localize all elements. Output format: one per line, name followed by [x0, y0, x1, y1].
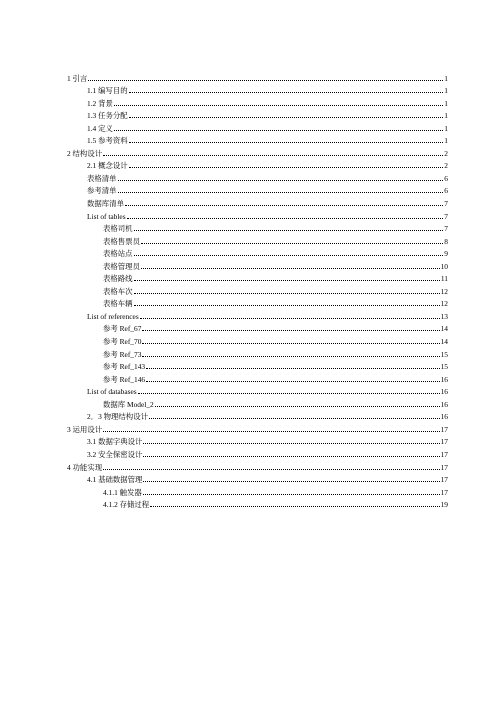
toc-entry-title: 1 引言: [67, 73, 88, 83]
toc-entry[interactable]: [67, 108, 448, 121]
toc-entry[interactable]: [67, 472, 448, 485]
toc-entry[interactable]: [67, 283, 448, 296]
toc-entry-title: 1.1 编写目的: [87, 86, 128, 96]
toc-dot-leader: [143, 443, 439, 444]
toc-dot-leader: [146, 368, 440, 369]
toc-entry[interactable]: [67, 183, 448, 196]
toc-dot-leader: [143, 481, 439, 482]
toc-entry[interactable]: [67, 158, 448, 171]
toc-dot-leader: [129, 92, 444, 93]
toc-entry-title: 参考清单: [87, 186, 117, 196]
toc-entry-title: 表格管理员: [103, 261, 140, 271]
toc-entry-page-number: 7: [444, 211, 448, 221]
toc-dot-leader: [134, 280, 440, 281]
toc-entry-title: 参考 Ref_73: [103, 349, 142, 359]
toc-dot-leader: [149, 418, 440, 419]
toc-entry-page-number: 6: [444, 173, 448, 183]
toc-entry-page-number: 17: [440, 475, 448, 485]
toc-entry[interactable]: [67, 409, 448, 422]
toc-entry[interactable]: [67, 497, 448, 510]
toc-dot-leader: [129, 142, 444, 143]
toc-dot-leader: [143, 494, 440, 495]
toc-entry[interactable]: [67, 233, 448, 246]
toc-entry-title: 参考 Ref_143: [103, 362, 146, 372]
toc-entry-page-number: 15: [440, 362, 448, 372]
table-of-contents: [67, 70, 448, 509]
toc-dot-leader: [118, 192, 444, 193]
toc-entry-title: 1.2 背景: [87, 98, 113, 108]
toc-entry-page-number: 17: [440, 449, 448, 459]
toc-dot-leader: [140, 318, 440, 319]
toc-entry-page-number: 1: [444, 73, 448, 83]
toc-entry-page-number: 16: [440, 412, 448, 422]
toc-entry-title: 1.4 定义: [87, 123, 113, 133]
toc-dot-leader: [134, 230, 444, 231]
toc-entry[interactable]: [67, 359, 448, 372]
toc-entry-title: 表格清单: [87, 173, 117, 183]
toc-entry[interactable]: [67, 384, 448, 397]
toc-dot-leader: [142, 356, 439, 357]
toc-entry-page-number: 10: [440, 261, 448, 271]
toc-entry[interactable]: [67, 195, 448, 208]
toc-entry-page-number: 2: [444, 148, 448, 158]
toc-entry-page-number: 7: [444, 199, 448, 209]
toc-entry-page-number: 12: [440, 286, 448, 296]
toc-dot-leader: [129, 167, 444, 168]
toc-entry-page-number: 16: [440, 374, 448, 384]
toc-entry-page-number: 14: [440, 337, 448, 347]
toc-entry-title: List of references: [87, 311, 139, 321]
toc-entry-page-number: 7: [444, 224, 448, 234]
toc-entry-title: 参考 Ref_70: [103, 337, 142, 347]
toc-entry-title: 表格售票员: [103, 236, 140, 246]
toc-entry-page-number: 1: [444, 123, 448, 133]
toc-entry-page-number: 17: [440, 487, 448, 497]
toc-entry[interactable]: [67, 484, 448, 497]
toc-entry[interactable]: [67, 83, 448, 96]
toc-entry-title: 1.5 参考资料: [87, 136, 128, 146]
toc-dot-leader: [127, 218, 444, 219]
toc-entry[interactable]: [67, 434, 448, 447]
toc-entry[interactable]: [67, 95, 448, 108]
toc-entry[interactable]: [67, 396, 448, 409]
toc-dot-leader: [138, 393, 440, 394]
toc-entry-title: 4.1.1 触发器: [103, 487, 142, 497]
toc-entry-page-number: 6: [444, 186, 448, 196]
toc-dot-leader: [155, 406, 440, 407]
toc-dot-leader: [103, 469, 440, 470]
toc-dot-leader: [103, 155, 443, 156]
toc-entry-page-number: 14: [440, 324, 448, 334]
toc-dot-leader: [134, 293, 440, 294]
toc-entry[interactable]: [67, 421, 448, 434]
toc-entry[interactable]: [67, 145, 448, 158]
toc-entry-title: 3.2 安全保密设计: [87, 449, 143, 459]
toc-entry-title: 4.1 基础数据管理: [87, 475, 143, 485]
toc-entry-title: 3.1 数据字典设计: [87, 437, 143, 447]
toc-entry[interactable]: [67, 308, 448, 321]
toc-entry-title: 1.3 任务分配: [87, 111, 128, 121]
toc-dot-leader: [141, 243, 443, 244]
toc-entry-page-number: 8: [444, 236, 448, 246]
toc-dot-leader: [141, 268, 440, 269]
toc-entry-title: 表格路线: [103, 274, 133, 284]
toc-entry-title: 表格站点: [103, 249, 133, 259]
toc-entry-page-number: 1: [444, 111, 448, 121]
toc-dot-leader: [88, 80, 443, 81]
toc-entry-title: 4.1.2 存储过程: [103, 500, 150, 510]
toc-entry-title: 数据库 Model_2: [103, 399, 154, 409]
toc-entry-page-number: 16: [440, 399, 448, 409]
toc-entry-page-number: 19: [440, 500, 448, 510]
toc-entry-title: 表格车次: [103, 286, 133, 296]
toc-entry[interactable]: [67, 296, 448, 309]
toc-entry[interactable]: [67, 321, 448, 334]
toc-entry-page-number: 9: [444, 249, 448, 259]
toc-entry-page-number: 1: [444, 98, 448, 108]
toc-dot-leader: [143, 456, 439, 457]
toc-entry-page-number: 2: [444, 161, 448, 171]
toc-dot-leader: [134, 305, 440, 306]
toc-dot-leader: [146, 381, 440, 382]
toc-dot-leader: [103, 431, 440, 432]
toc-entry-title: List of tables: [87, 211, 126, 221]
toc-entry[interactable]: [67, 246, 448, 259]
toc-entry[interactable]: [67, 133, 448, 146]
toc-entry-page-number: 13: [440, 311, 448, 321]
toc-entry-title: 2 结构设计: [67, 148, 103, 158]
toc-dot-leader: [114, 130, 443, 131]
toc-entry-title: 4 功能实现: [67, 462, 103, 472]
toc-dot-leader: [150, 506, 439, 507]
toc-entry[interactable]: [67, 208, 448, 221]
toc-entry-page-number: 1: [444, 86, 448, 96]
toc-entry[interactable]: [67, 70, 448, 83]
toc-entry[interactable]: [67, 459, 448, 472]
toc-entry-title: 表格车辆: [103, 299, 133, 309]
toc-dot-leader: [125, 205, 443, 206]
toc-dot-leader: [129, 117, 444, 118]
toc-entry-page-number: 17: [440, 462, 448, 472]
toc-dot-leader: [134, 255, 444, 256]
toc-entry-page-number: 12: [440, 299, 448, 309]
toc-entry-title: 参考 Ref_67: [103, 324, 142, 334]
toc-entry-title: 2．3 物理结构设计: [87, 412, 148, 422]
toc-entry-title: 表格司机: [103, 224, 133, 234]
toc-entry-page-number: 1: [444, 136, 448, 146]
toc-entry-title: 数据库清单: [87, 199, 124, 209]
toc-dot-leader: [142, 330, 439, 331]
toc-entry-page-number: 15: [440, 349, 448, 359]
toc-entry[interactable]: [67, 446, 448, 459]
toc-dot-leader: [114, 105, 443, 106]
toc-entry[interactable]: [67, 333, 448, 346]
toc-entry[interactable]: [67, 120, 448, 133]
toc-entry[interactable]: [67, 170, 448, 183]
toc-entry-page-number: 16: [440, 387, 448, 397]
toc-entry[interactable]: [67, 271, 448, 284]
toc-entry-title: 2.1 概念设计: [87, 161, 128, 171]
toc-entry-title: List of databases: [87, 387, 137, 397]
toc-entry[interactable]: [67, 258, 448, 271]
toc-entry-title: 3 运用设计: [67, 424, 103, 434]
toc-entry[interactable]: [67, 371, 448, 384]
toc-entry-page-number: 11: [440, 274, 448, 284]
toc-dot-leader: [118, 180, 444, 181]
toc-entry-page-number: 17: [440, 437, 448, 447]
toc-entry-page-number: 17: [440, 424, 448, 434]
toc-dot-leader: [142, 343, 439, 344]
toc-entry-title: 参考 Ref_146: [103, 374, 146, 384]
toc-entry[interactable]: [67, 346, 448, 359]
toc-entry[interactable]: [67, 221, 448, 234]
